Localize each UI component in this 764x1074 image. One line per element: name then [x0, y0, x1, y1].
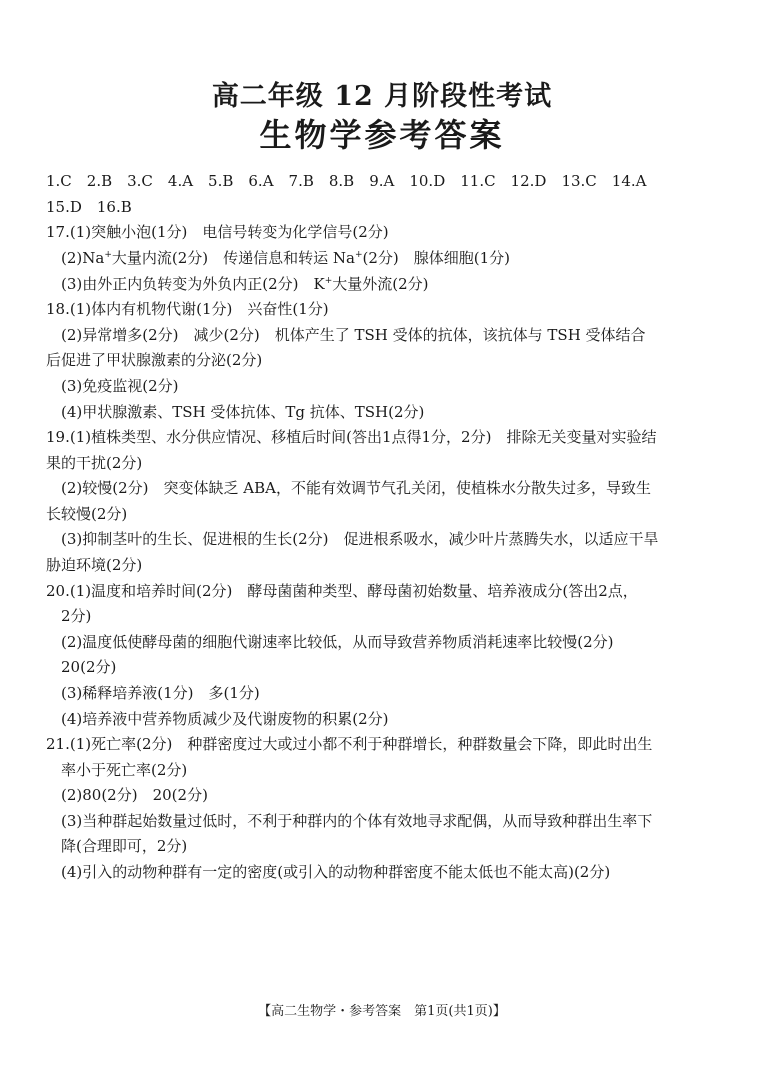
q19-line-5: (3)抑制茎叶的生长、促进根的生长(2分) 促进根系吸水，减少叶片蒸腾失水，以适应干旱 [61, 530, 659, 548]
q18-line-2: (2)异常增多(2分) 减少(2分) 机体产生了 TSH 受体的抗体，该抗体与 TSH 受体结合 [61, 326, 646, 344]
q21-line-3: (2)80(2分) 20(2分) [61, 786, 208, 804]
q19-line-6: 胁迫环境(2分) [46, 556, 143, 574]
q21-line-4: (3)当种群起始数量过低时，不利于种群内的个体有效地寻求配偶，从而导致种群出生率下 [61, 812, 653, 830]
q18-line-1: 18.(1)体内有机物代谢(1分) 兴奋性(1分) [46, 300, 329, 318]
mc-answers-row-1: 1.C 2.B 3.C 4.A 5.B 6.A 7.B 8.B 9.A 10.D 11.C 12.D 13.C 14.A [46, 172, 647, 190]
q19-line-4: 长较慢(2分) [46, 505, 128, 523]
q18-line-3: 后促进了甲状腺激素的分泌(2分) [46, 351, 263, 369]
answer-key-title: 生物学参考答案 [259, 116, 505, 154]
q17-line-3: (3)由外正内负转变为外负内正(2分) K+大量外流(2分) [61, 275, 429, 293]
mc-answers-row-2: 15.D 16.B [46, 198, 132, 216]
q20-line-5: (3)稀释培养液(1分) 多(1分) [61, 684, 260, 702]
q18-line-5: (4)甲状腺激素、TSH 受体抗体、Tg 抗体、TSH(2分) [61, 403, 425, 421]
q20-line-4: 20(2分) [61, 658, 117, 676]
q19-line-3: (2)较慢(2分) 突变体缺乏 ABA，不能有效调节气孔关闭，使植株水分散失过多，导致生 [61, 479, 651, 497]
q17-line-1: 17.(1)突触小泡(1分) 电信号转变为化学信号(2分) [46, 223, 389, 241]
q17-line-2: (2)Na+大量内流(2分) 传递信息和转运 Na+(2分) 腺体细胞(1分) [61, 249, 511, 267]
q20-line-6: (4)培养液中营养物质减少及代谢废物的积累(2分) [61, 710, 389, 728]
q18-line-4: (3)免疫监视(2分) [61, 377, 179, 395]
q20-line-2: 2分) [61, 607, 92, 625]
q21-line-5: 降(合理即可，2分) [61, 837, 188, 855]
q20-line-1: 20.(1)温度和培养时间(2分) 酵母菌菌种类型、酵母菌初始数量、培养液成分(答出2点， [46, 582, 638, 600]
q19-line-1: 19.(1)植株类型、水分供应情况、移植后时间(答出1点得1分，2分) 排除无关变量对实验结 [46, 428, 657, 446]
q21-line-6: (4)引入的动物种群有一定的密度(或引入的动物种群密度不能太低也不能太高)(2分) [61, 863, 611, 881]
exam-title: 高二年级 12 月阶段性考试 [211, 81, 553, 112]
q20-line-3: (2)温度低使酵母菌的细胞代谢速率比较低，从而导致营养物质消耗速率比较慢(2分) [61, 633, 614, 651]
q21-line-1: 21.(1)死亡率(2分) 种群密度过大或过小都不利于种群增长，种群数量会下降，即此时出生 [46, 735, 653, 753]
q19-line-2: 果的干扰(2分) [46, 454, 143, 472]
q21-line-2: 率小于死亡率(2分) [61, 761, 188, 779]
page-footer: 【高二生物学・参考答案 第1页(共1页)】 [258, 1004, 506, 1019]
